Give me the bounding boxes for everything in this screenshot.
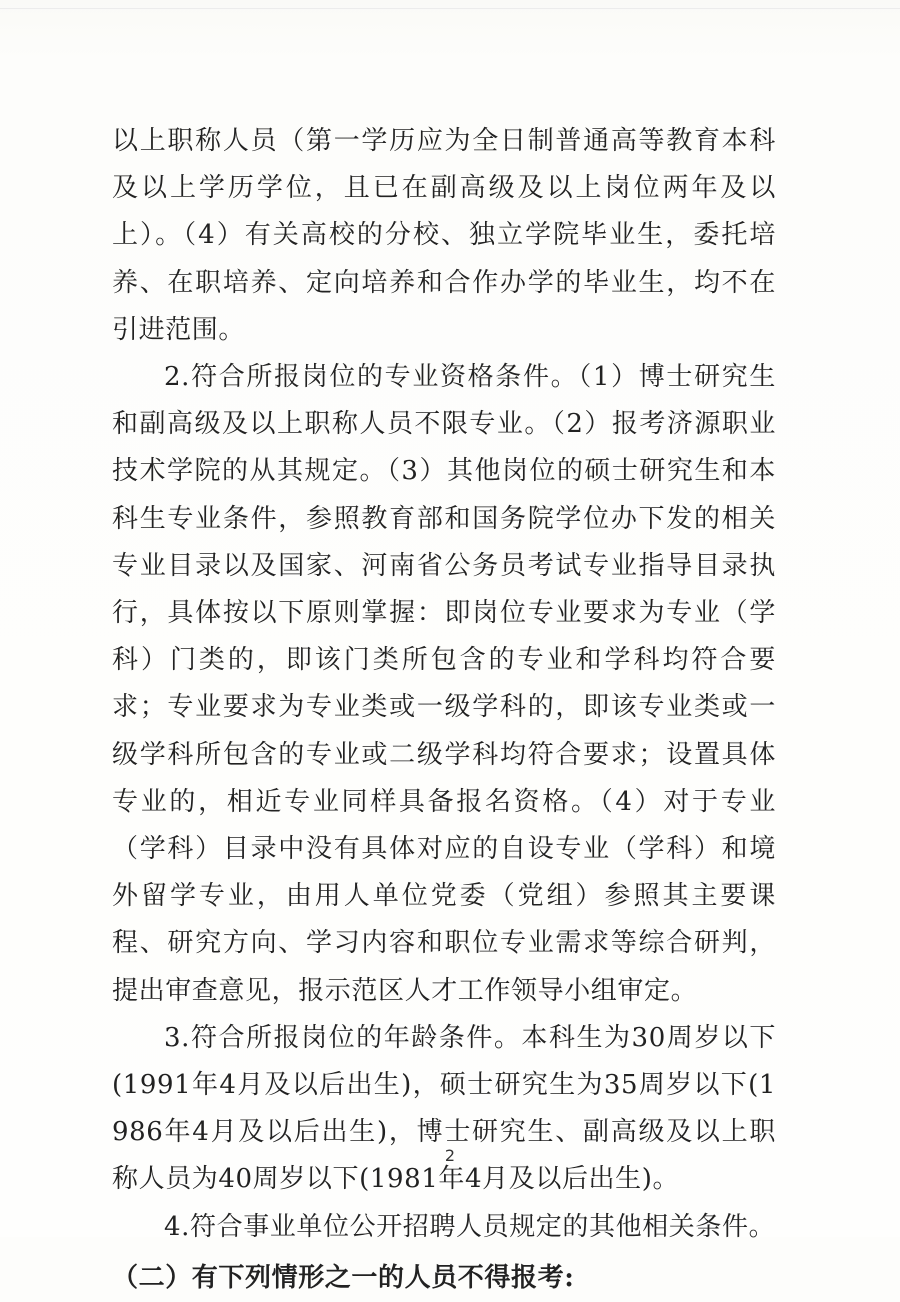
paragraph-other-conditions: 4.符合事业单位公开招聘人员规定的其他相关条件。 [164,1211,776,1242]
paragraph-major-requirements: 2.符合所报岗位的专业资格条件。（1）博士研究生和副高级及以上职称人员不限专业。（2）报考济源职业技术学院的从其规定。（3）其他岗位的硕士研究生和本科生专业条件，参照教育部和国务院学位办下发的相关专业目录以及国家、河南省公务员考试专业指导目录执行，具体按以下原则掌握：即岗位专业要求为专业（学科）门类的，即该门类所包含的专业和学科均符合要求；专业要求为专业类或一级学科的，即该专业类或一级学科所包含的专业或二级学科均符合要求；设置具体专业的，相近专业同样具备报名资格。（4）对于专业（学科）目录中没有具体对应的自设专业（学科）和境外留学专业，由用人单位党委（党组）参照其主要课程、研究方向、学习内容和职位专业需求等综合研判，提出审查意见，报示范区人才工作领导小组审定。 [112,362,776,1006]
paragraph-continuation: 以上职称人员（第一学历应为全日制普通高等教育本科及以上学历学位，且已在副高级及以上岗位两年及以上）。（4）有关高校的分校、独立学院毕业生，委托培养、在职培养、定向培养和合作办学的毕业生，均不在引进范围。 [112,126,776,345]
section-heading: （二）有下列情形之一的人员不得报考: [112,1262,575,1293]
paragraph-age-requirements: 3.符合所报岗位的年龄条件。本科生为30周岁以下(1991年4月及以后出生)，硕士研究生为35周岁以下(1986年4月及以后出生)，博士研究生、副高级及以上职称人员为40周岁以下(1981年4月及以后出生)。 [112,1022,776,1195]
scan-edge-line [0,8,900,9]
document-body [112,118,776,1302]
page-number: 2 [444,1146,456,1165]
